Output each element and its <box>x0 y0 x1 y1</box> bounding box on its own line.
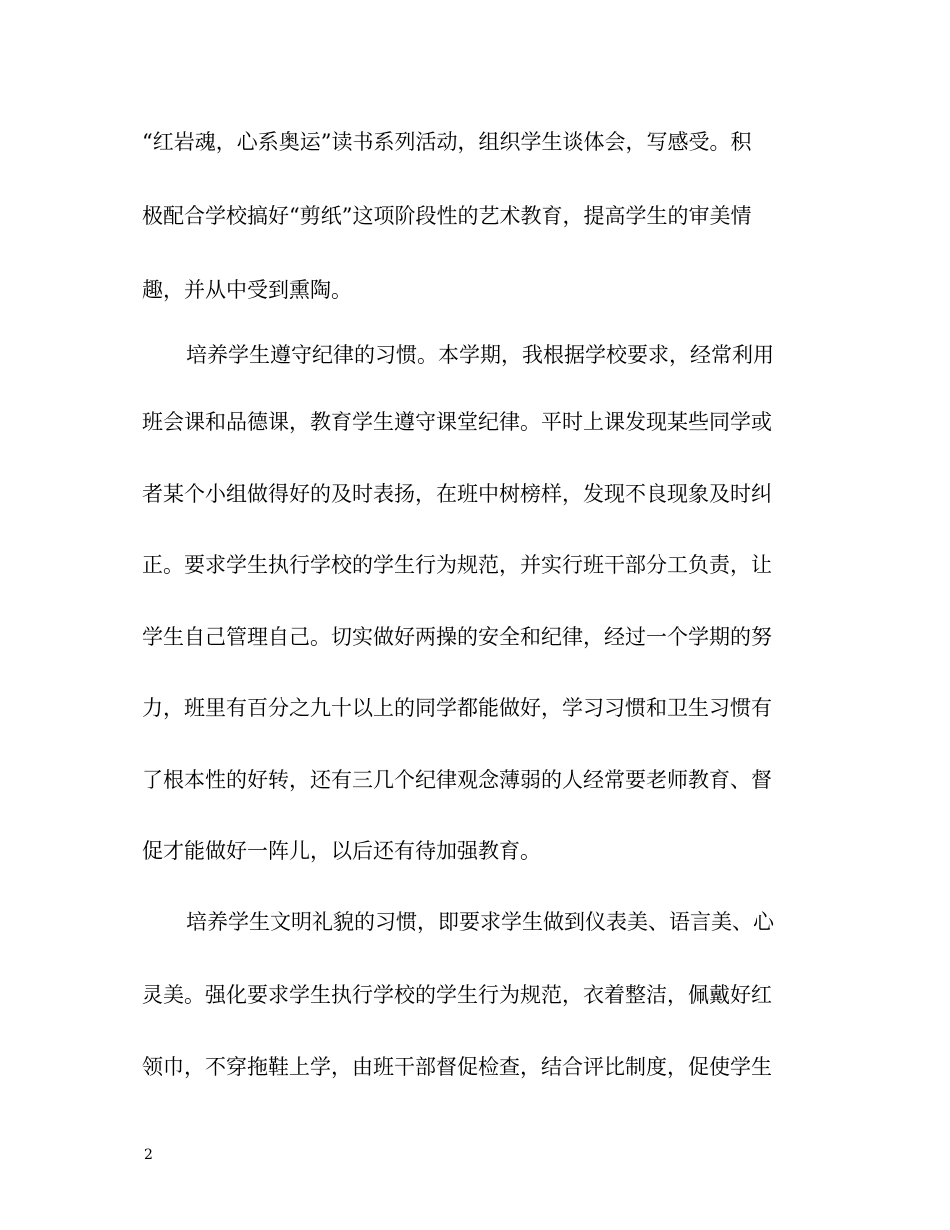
text-line: 促才能做好一阵儿，以后还有待加强教育。 <box>142 839 541 863</box>
text-line: 学生自己管理自己。切实做好两操的安全和纪律，经过一个学期的努 <box>142 625 772 649</box>
paragraph-first-line: 培养学生文明礼貌的习惯，即要求学生做到仪表美、语言美、心 <box>186 910 774 934</box>
text-line: 灵美。强化要求学生执行学校的学生行为规范，衣着整洁，佩戴好红 <box>142 983 772 1007</box>
text-line: 领巾，不穿拖鞋上学，由班干部督促检查，结合评比制度，促使学生 <box>142 1055 772 1079</box>
text-line: 力，班里有百分之九十以上的同学都能做好，学习习惯和卫生习惯有 <box>142 696 772 720</box>
text-line: 者某个小组做得好的及时表扬，在班中树榜样，发现不良现象及时纠 <box>142 482 772 506</box>
text-line: “红岩魂，心系奥运”读书系列活动，组织学生谈体会，写感受。积 <box>142 130 752 154</box>
text-line: 趣，并从中受到熏陶。 <box>142 278 352 302</box>
text-line: 了根本性的好转，还有三几个纪律观念薄弱的人经常要老师教育、督 <box>142 768 772 792</box>
text-line: 极配合学校搞好“剪纸”这项阶段性的艺术教育，提高学生的审美情 <box>142 204 752 228</box>
text-line: 正。要求学生执行学校的学生行为规范，并实行班干部分工负责，让 <box>142 553 772 577</box>
text-line: 班会课和品德课，教育学生遵守课堂纪律。平时上课发现某些同学或 <box>142 410 772 434</box>
page-number: 2 <box>144 1147 153 1163</box>
paragraph-first-line: 培养学生遵守纪律的习惯。本学期，我根据学校要求，经常利用 <box>186 343 774 367</box>
